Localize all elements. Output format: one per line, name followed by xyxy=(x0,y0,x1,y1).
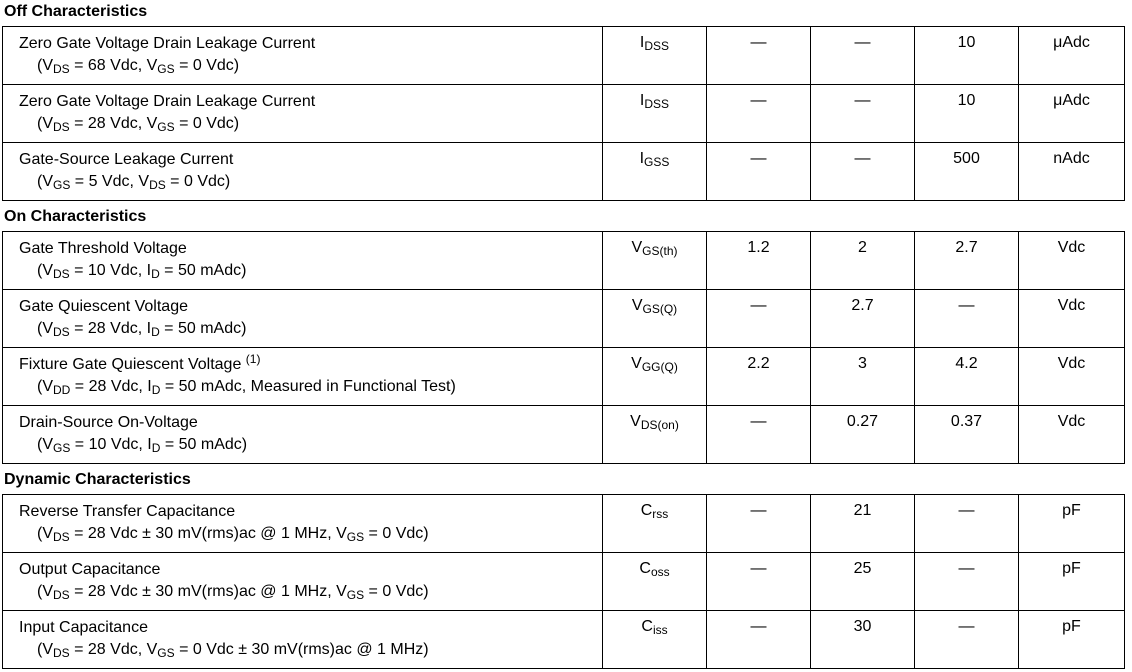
min-value: 2.2 xyxy=(707,348,811,405)
condition-subscript: DS xyxy=(53,62,70,76)
parameter-name xyxy=(19,354,602,376)
test-conditions xyxy=(19,434,602,456)
symbol-subscript: GG(Q) xyxy=(641,360,678,374)
symbol-cell xyxy=(603,495,707,552)
typ-value: 30 xyxy=(811,611,915,668)
condition-text: = 28 Vdc ± 30 mV(rms)ac @ 1 MHz, V xyxy=(69,583,347,600)
section-title: On Characteristics xyxy=(4,208,147,225)
parameter-name xyxy=(19,559,602,581)
parameter-name-text: Gate Threshold Voltage xyxy=(19,240,187,257)
unit-cell: nAdc xyxy=(1019,143,1125,200)
spec-table xyxy=(2,494,1125,669)
table-row xyxy=(3,143,1125,201)
table-row xyxy=(3,553,1125,611)
symbol-subscript: oss xyxy=(650,565,670,579)
symbol-cell xyxy=(603,611,707,668)
table-row xyxy=(3,290,1125,348)
test-conditions xyxy=(19,171,602,193)
table-row xyxy=(3,232,1125,290)
symbol-cell xyxy=(603,27,707,84)
condition-text: = 0 Vdc) xyxy=(174,57,240,74)
parameter-name-text: Drain-Source On-Voltage xyxy=(19,414,198,431)
parameter-name xyxy=(19,501,602,523)
typ-value: 2 xyxy=(811,232,915,289)
unit-cell: pF xyxy=(1019,495,1125,552)
parameter-cell xyxy=(3,406,603,463)
unit-cell: pF xyxy=(1019,611,1125,668)
parameter-name-text: Fixture Gate Quiescent Voltage xyxy=(19,356,242,373)
condition-subscript: DS xyxy=(53,530,70,544)
condition-text: (V xyxy=(37,173,53,190)
unit-cell: Vdc xyxy=(1019,232,1125,289)
symbol-letter: V xyxy=(630,413,641,430)
condition-subscript: GS xyxy=(346,588,365,602)
condition-text: = 50 mAdc) xyxy=(159,262,247,279)
parameter-cell xyxy=(3,290,603,347)
table-row xyxy=(3,348,1125,406)
condition-text: = 10 Vdc, I xyxy=(69,262,152,279)
condition-subscript: D xyxy=(151,325,160,339)
spec-table xyxy=(2,231,1125,464)
symbol-letter: I xyxy=(639,150,645,167)
condition-subscript: GS xyxy=(157,120,175,134)
condition-subscript: GS xyxy=(157,646,175,660)
condition-text: = 28 Vdc ± 30 mV(rms)ac @ 1 MHz, V xyxy=(69,525,347,542)
parameter-cell xyxy=(3,611,603,668)
symbol-subscript: iss xyxy=(652,623,668,637)
min-value: 1.2 xyxy=(707,232,811,289)
typ-value: 21 xyxy=(811,495,915,552)
symbol-cell xyxy=(603,85,707,142)
footnote-ref: (1) xyxy=(245,352,261,366)
table-row xyxy=(3,85,1125,143)
min-value: — xyxy=(707,495,811,552)
symbol-subscript: GS(Q) xyxy=(642,302,678,316)
condition-subscript: D xyxy=(151,267,160,281)
condition-text: = 28 Vdc, V xyxy=(69,641,158,658)
symbol-subscript: GS(th) xyxy=(642,244,678,258)
condition-text: = 5 Vdc, V xyxy=(70,173,150,190)
max-value: — xyxy=(915,611,1019,668)
min-value: — xyxy=(707,406,811,463)
symbol-letter: V xyxy=(631,239,643,256)
typ-value: — xyxy=(811,143,915,200)
table-row xyxy=(3,611,1125,669)
typ-value: 3 xyxy=(811,348,915,405)
symbol-letter: C xyxy=(640,502,653,519)
parameter-name xyxy=(19,296,602,318)
condition-text: = 0 Vdc) xyxy=(364,583,429,600)
typ-value: 2.7 xyxy=(811,290,915,347)
condition-subscript: GS xyxy=(53,178,71,192)
parameter-name xyxy=(19,91,602,113)
unit-cell: pF xyxy=(1019,553,1125,610)
parameter-name-text: Input Capacitance xyxy=(19,619,148,636)
parameter-cell xyxy=(3,27,603,84)
parameter-cell xyxy=(3,553,603,610)
condition-text: = 28 Vdc, V xyxy=(69,115,158,132)
table-row xyxy=(3,406,1125,464)
condition-subscript: DD xyxy=(53,383,71,397)
condition-subscript: GS xyxy=(346,530,365,544)
test-conditions xyxy=(19,639,602,661)
unit-cell: Vdc xyxy=(1019,406,1125,463)
parameter-name-text: Reverse Transfer Capacitance xyxy=(19,503,236,520)
condition-subscript: GS xyxy=(157,62,175,76)
symbol-letter: C xyxy=(641,618,653,635)
condition-text: (V xyxy=(37,115,53,132)
condition-text: = 0 Vdc ± 30 mV(rms)ac @ 1 MHz) xyxy=(174,641,429,658)
max-value: 0.37 xyxy=(915,406,1019,463)
min-value: — xyxy=(707,143,811,200)
parameter-cell xyxy=(3,85,603,142)
max-value: 10 xyxy=(915,85,1019,142)
parameter-name-text: Gate Quiescent Voltage xyxy=(19,298,188,315)
parameter-cell xyxy=(3,495,603,552)
condition-subscript: DS xyxy=(53,588,70,602)
max-value: 4.2 xyxy=(915,348,1019,405)
parameter-name xyxy=(19,238,602,260)
min-value: — xyxy=(707,85,811,142)
symbol-letter: V xyxy=(631,297,643,314)
condition-text: (V xyxy=(37,262,53,279)
min-value: — xyxy=(707,553,811,610)
condition-subscript: GS xyxy=(53,441,71,455)
condition-text: = 0 Vdc) xyxy=(165,173,231,190)
section-title: Off Characteristics xyxy=(4,3,148,20)
test-conditions xyxy=(19,318,602,340)
condition-text: = 10 Vdc, I xyxy=(70,436,152,453)
condition-text: (V xyxy=(37,436,53,453)
condition-subscript: DS xyxy=(53,325,70,339)
max-value: 500 xyxy=(915,143,1019,200)
test-conditions xyxy=(19,581,602,603)
test-conditions xyxy=(19,113,602,135)
max-value: 10 xyxy=(915,27,1019,84)
spec-table xyxy=(2,26,1125,201)
parameter-name-text: Output Capacitance xyxy=(19,561,161,578)
parameter-cell xyxy=(3,143,603,200)
table-row xyxy=(3,495,1125,553)
condition-subscript: DS xyxy=(53,120,70,134)
condition-subscript: DS xyxy=(53,267,70,281)
condition-text: (V xyxy=(37,583,53,600)
symbol-subscript: GSS xyxy=(644,155,670,169)
symbol-letter: C xyxy=(639,560,651,577)
symbol-subscript: DSS xyxy=(644,97,670,111)
condition-text: = 28 Vdc, I xyxy=(69,320,152,337)
parameter-cell xyxy=(3,348,603,405)
max-value: — xyxy=(915,495,1019,552)
parameter-cell xyxy=(3,232,603,289)
symbol-letter: I xyxy=(639,34,645,51)
condition-text: = 50 mAdc) xyxy=(160,436,248,453)
min-value: — xyxy=(707,611,811,668)
symbol-letter: I xyxy=(639,92,645,109)
condition-text: = 50 mAdc, Measured in Functional Test) xyxy=(160,378,456,395)
max-value: 2.7 xyxy=(915,232,1019,289)
min-value: — xyxy=(707,27,811,84)
unit-cell: Vdc xyxy=(1019,290,1125,347)
condition-subscript: D xyxy=(151,383,161,397)
symbol-cell xyxy=(603,232,707,289)
condition-text: (V xyxy=(37,57,53,74)
section-title: Dynamic Characteristics xyxy=(4,471,191,488)
test-conditions xyxy=(19,376,602,398)
condition-text: = 68 Vdc, V xyxy=(69,57,158,74)
condition-subscript: D xyxy=(151,441,161,455)
condition-text: (V xyxy=(37,320,53,337)
parameter-name xyxy=(19,617,602,639)
test-conditions xyxy=(19,523,602,545)
parameter-name xyxy=(19,149,602,171)
symbol-subscript: DSS xyxy=(644,39,670,53)
condition-text: (V xyxy=(37,525,53,542)
parameter-name xyxy=(19,412,602,434)
symbol-subscript: rss xyxy=(652,507,669,521)
parameter-name-text: Zero Gate Voltage Drain Leakage Current xyxy=(19,93,316,110)
symbol-cell xyxy=(603,143,707,200)
condition-text: = 0 Vdc) xyxy=(174,115,240,132)
condition-text: (V xyxy=(37,641,53,658)
max-value: — xyxy=(915,553,1019,610)
typ-value: 0.27 xyxy=(811,406,915,463)
min-value: — xyxy=(707,290,811,347)
unit-cell: μAdc xyxy=(1019,85,1125,142)
condition-subscript: DS xyxy=(53,646,70,660)
symbol-cell xyxy=(603,290,707,347)
symbol-cell xyxy=(603,348,707,405)
unit-cell: μAdc xyxy=(1019,27,1125,84)
typ-value: 25 xyxy=(811,553,915,610)
condition-text: (V xyxy=(37,378,53,395)
typ-value: — xyxy=(811,85,915,142)
test-conditions xyxy=(19,55,602,77)
condition-text: = 50 mAdc) xyxy=(159,320,247,337)
typ-value: — xyxy=(811,27,915,84)
condition-text: = 0 Vdc) xyxy=(364,525,429,542)
symbol-letter: V xyxy=(631,355,642,372)
condition-subscript: DS xyxy=(149,178,166,192)
table-row xyxy=(3,27,1125,85)
parameter-name-text: Gate-Source Leakage Current xyxy=(19,151,234,168)
unit-cell: Vdc xyxy=(1019,348,1125,405)
parameter-name xyxy=(19,33,602,55)
parameter-name-text: Zero Gate Voltage Drain Leakage Current xyxy=(19,35,316,52)
symbol-cell xyxy=(603,406,707,463)
symbol-cell xyxy=(603,553,707,610)
max-value: — xyxy=(915,290,1019,347)
symbol-subscript: DS(on) xyxy=(640,418,679,432)
condition-text: = 28 Vdc, I xyxy=(70,378,152,395)
test-conditions xyxy=(19,260,602,282)
